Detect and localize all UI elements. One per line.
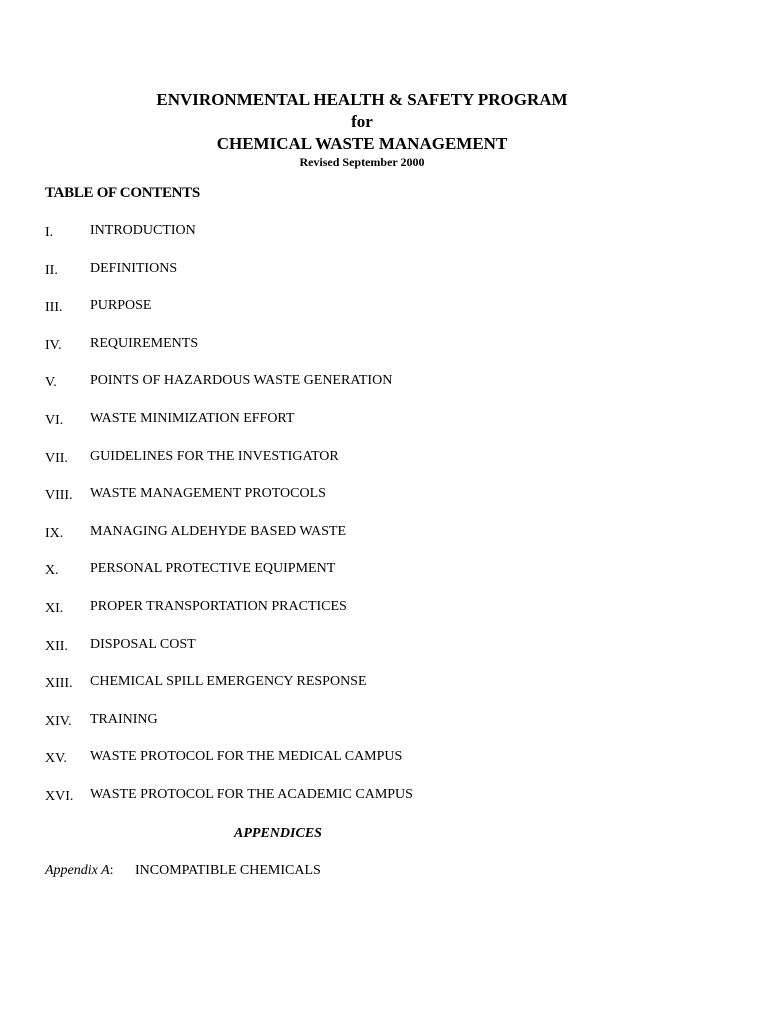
toc-item-number: I. xyxy=(45,225,54,240)
toc-item xyxy=(45,749,705,787)
toc-item-title: PROPER TRANSPORTATION PRACTICES xyxy=(90,598,347,614)
toc-item xyxy=(45,261,705,299)
toc-item-title: GUIDELINES FOR THE INVESTIGATOR xyxy=(90,448,339,464)
toc-item-title: INTRODUCTION xyxy=(90,223,196,238)
toc-item xyxy=(45,599,705,637)
appendix-title: INCOMPATIBLE CHEMICALS xyxy=(135,863,321,878)
toc-item xyxy=(45,411,705,449)
toc-item-title: PURPOSE xyxy=(90,298,152,314)
toc-item-number: XIII. xyxy=(45,676,73,692)
toc-item xyxy=(45,674,705,712)
document-title-connector: for xyxy=(351,112,373,131)
toc-item-number: XVI. xyxy=(45,788,74,804)
toc-item-title: POINTS OF HAZARDOUS WASTE GENERATION xyxy=(90,373,393,389)
toc-item-title: DEFINITIONS xyxy=(90,260,178,276)
toc-item-title: CHEMICAL SPILL EMERGENCY RESPONSE xyxy=(90,674,367,690)
toc-item-title: TRAINING xyxy=(90,711,158,727)
document-subtitle: CHEMICAL WASTE MANAGEMENT xyxy=(216,134,508,153)
toc-item-title: WASTE MINIMIZATION EFFORT xyxy=(90,410,295,426)
toc-item-number: V. xyxy=(45,375,57,391)
toc-item-number: IX. xyxy=(45,525,64,541)
toc-heading: TABLE OF CONTENTS xyxy=(45,185,200,201)
toc-item-number: XV. xyxy=(45,751,67,767)
appendix-colon: : xyxy=(109,863,114,878)
toc-item-title: WASTE PROTOCOL FOR THE MEDICAL CAMPUS xyxy=(90,749,403,765)
toc-item-title: MANAGING ALDEHYDE BASED WASTE xyxy=(90,523,347,539)
document-title: ENVIRONMENTAL HEALTH & SAFETY PROGRAM xyxy=(156,90,568,109)
toc-item-number: VI. xyxy=(45,412,64,428)
toc-item-number: XI. xyxy=(45,600,64,616)
toc-item-number: IV. xyxy=(45,337,62,353)
toc-item xyxy=(45,787,705,825)
toc-item xyxy=(45,712,705,750)
toc-item-number: XII. xyxy=(45,638,68,654)
toc-item-title: WASTE MANAGEMENT PROTOCOLS xyxy=(90,486,326,502)
toc-item xyxy=(45,524,705,562)
appendices-heading: APPENDICES xyxy=(234,826,322,841)
toc-item xyxy=(45,298,705,336)
toc-item xyxy=(45,637,705,675)
toc-item-number: II. xyxy=(45,262,58,278)
toc-item xyxy=(45,486,705,524)
revision-date: Revised September 2000 xyxy=(299,155,425,169)
document-title-block xyxy=(0,89,724,170)
toc-item xyxy=(45,336,705,374)
toc-item xyxy=(45,561,705,599)
toc-item xyxy=(45,449,705,487)
appendix-item xyxy=(45,863,321,879)
toc-item-number: VII. xyxy=(45,450,68,466)
toc-item-number: VIII. xyxy=(45,488,73,504)
toc-item-title: DISPOSAL COST xyxy=(90,636,196,652)
toc-item-number: III. xyxy=(45,300,63,316)
toc-item-title: WASTE PROTOCOL FOR THE ACADEMIC CAMPUS xyxy=(90,786,413,802)
toc-list xyxy=(45,223,705,825)
toc-item-title: REQUIREMENTS xyxy=(90,335,199,351)
toc-item xyxy=(45,373,705,411)
toc-item-number: XIV. xyxy=(45,713,72,729)
toc-item-number: X. xyxy=(45,563,59,579)
toc-item-title: PERSONAL PROTECTIVE EQUIPMENT xyxy=(90,561,336,577)
appendix-label: Appendix A xyxy=(45,863,110,878)
toc-item xyxy=(45,223,705,261)
